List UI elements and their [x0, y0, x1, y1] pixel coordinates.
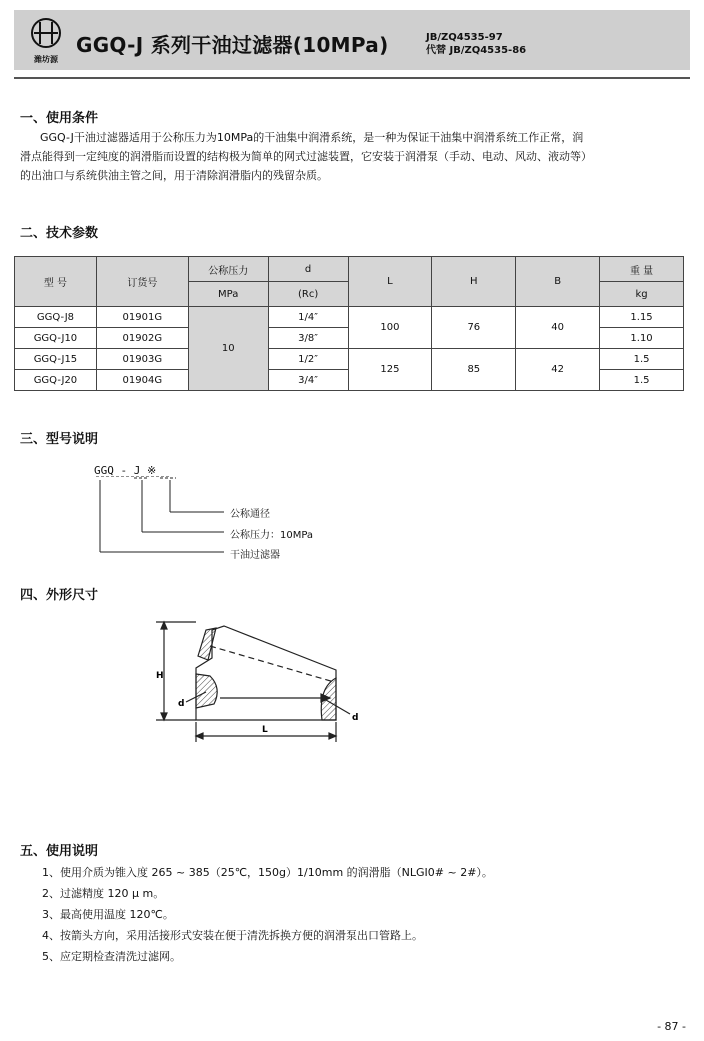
page-title: GGQ-J 系列干油过滤器(10MPa) — [76, 33, 389, 57]
header-pressure-unit: MPa — [188, 282, 268, 307]
cell-d: 1/4″ — [268, 307, 348, 328]
header-B: B — [516, 257, 600, 307]
cell-model: GGQ-J20 — [15, 370, 97, 391]
cell-H: 85 — [432, 349, 516, 391]
header-model: 型 号 — [15, 257, 97, 307]
cell-weight: 1.5 — [600, 349, 684, 370]
dim-d-label-right: d — [352, 713, 359, 723]
cell-weight: 1.5 — [600, 370, 684, 391]
list-item: 5、应定期检查清洗过滤网。 — [42, 950, 181, 963]
instructions-list — [42, 862, 493, 967]
cell-L: 100 — [348, 307, 432, 349]
header-bar — [14, 10, 690, 70]
standard-code: JB/ZQ4535-97 — [426, 32, 503, 43]
company-logo — [24, 16, 68, 66]
paragraph-line: 的出油口与系统供油主管之间，用于清除润滑脂内的残留杂质。 — [20, 169, 328, 182]
header-H: H — [432, 257, 516, 307]
paragraph-line: GGQ-J干油过滤器适用于公称压力为10MPa的干油集中润滑系统，是一种为保证干油集中润滑系统工作正常，润 — [40, 131, 584, 144]
header-weight: 重 量 — [600, 257, 684, 282]
header-order-no: 订货号 — [96, 257, 188, 307]
model-code: GGQ - J ※ — [94, 464, 157, 477]
model-code-leader-lines — [90, 476, 240, 560]
cell-order: 01901G — [96, 307, 188, 328]
cell-model: GGQ-J15 — [15, 349, 97, 370]
replaced-standard: 代替 JB/ZQ4535-86 — [426, 45, 527, 56]
dim-d-label: d — [178, 699, 185, 709]
spec-table — [14, 256, 684, 391]
label-grease-filter: 干油过滤器 — [230, 550, 280, 561]
outline-drawing — [150, 616, 380, 746]
cell-B: 40 — [516, 307, 600, 349]
cell-H: 76 — [432, 307, 516, 349]
section-title-dimensions: 四、外形尺寸 — [20, 588, 99, 603]
page-number: - 87 - — [657, 1020, 686, 1033]
conditions-paragraph — [20, 128, 688, 185]
table-header-row — [15, 257, 684, 282]
label-nominal-pressure: 公称压力：10MPa — [230, 530, 314, 541]
standard-codes — [426, 31, 526, 57]
cell-order: 01904G — [96, 370, 188, 391]
cell-model: GGQ-J10 — [15, 328, 97, 349]
cell-order: 01902G — [96, 328, 188, 349]
cell-model: GGQ-J8 — [15, 307, 97, 328]
section-title-specs: 二、技术参数 — [20, 226, 99, 241]
list-item: 3、最高使用温度 120℃。 — [42, 908, 174, 921]
header-d-unit: (Rc) — [268, 282, 348, 307]
header-L: L — [348, 257, 432, 307]
table-row — [15, 307, 684, 328]
header-d: d — [268, 257, 348, 282]
label-nominal-diameter: 公称通径 — [230, 509, 270, 520]
dim-H-label: H — [156, 671, 164, 681]
cell-d: 1/2″ — [268, 349, 348, 370]
header-divider — [14, 77, 690, 79]
cell-d: 3/4″ — [268, 370, 348, 391]
table-row — [15, 349, 684, 370]
cell-weight: 1.10 — [600, 328, 684, 349]
cell-B: 42 — [516, 349, 600, 391]
list-item: 1、使用介质为锥入度 265 ~ 385（25℃，150g）1/10mm 的润滑脂（NLGI0# ~ 2#）。 — [42, 866, 493, 879]
section-title-model-code: 三、型号说明 — [20, 432, 99, 447]
cell-order: 01903G — [96, 349, 188, 370]
paragraph-line: 滑点能得到一定纯度的润滑脂而设置的结构极为简单的网式过滤装置，它安装于润滑泵（手动、电动、风动、液动等） — [20, 150, 592, 163]
cell-L: 125 — [348, 349, 432, 391]
cell-d: 3/8″ — [268, 328, 348, 349]
section-title-conditions: 一、使用条件 — [20, 111, 99, 126]
list-item: 4、按箭头方向，采用活接形式安装在便于清洗拆换方便的润滑泵出口管路上。 — [42, 929, 423, 942]
section-title-instructions: 五、使用说明 — [20, 844, 99, 859]
header-pressure: 公称压力 — [188, 257, 268, 282]
list-item: 2、过滤精度 120 μ m。 — [42, 887, 165, 900]
dim-L-label: L — [262, 725, 268, 735]
cell-pressure: 10 — [188, 307, 268, 391]
header-weight-unit: kg — [600, 282, 684, 307]
cell-weight: 1.15 — [600, 307, 684, 328]
logo-text: 潍坊源 — [34, 55, 58, 64]
